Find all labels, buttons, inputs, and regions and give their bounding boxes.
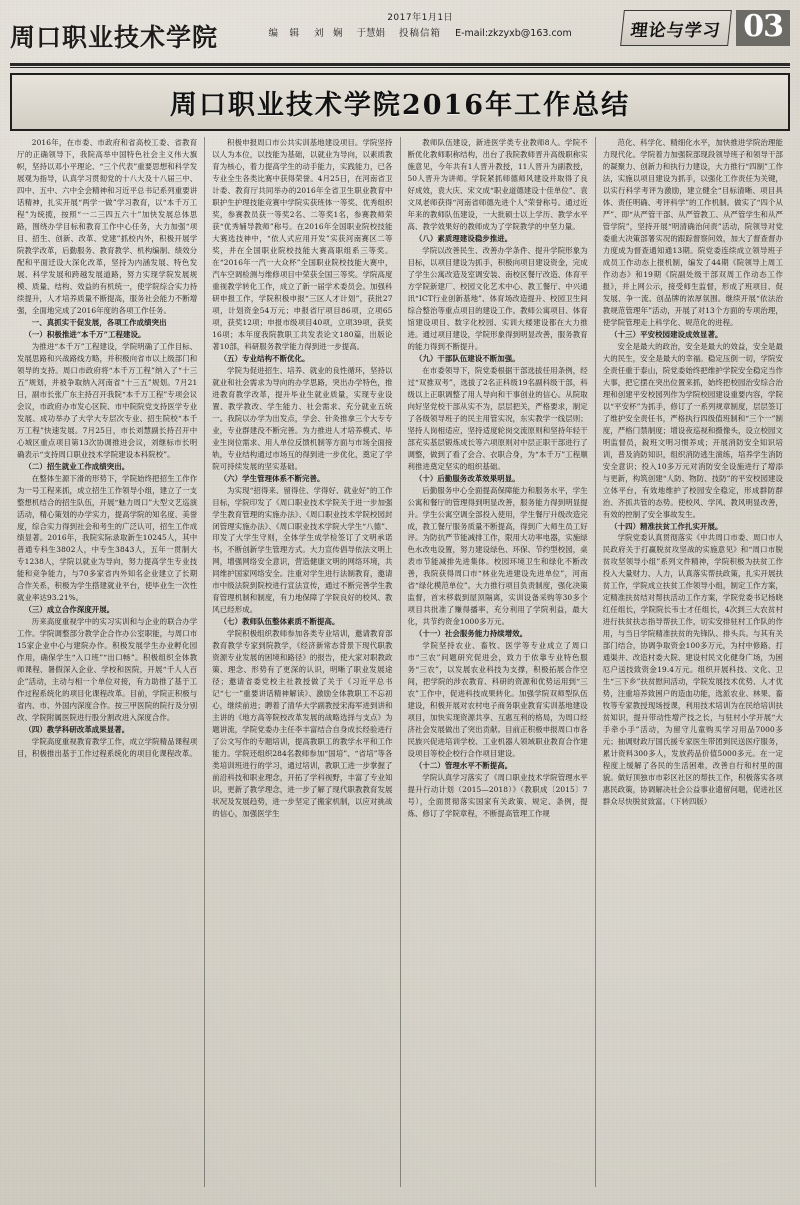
paragraph: 为推进“本千万”工程建设，学院明确了工作目标、发展思路和兴战路线方略，并积极向省市以上级部门和领导的支持。周口市政府将“本千万工程”纳入了“十三五”规划，并被争取纳入河南省“十三五”规划。7月21日，副市长张广东主持召开我院“本千万工程”专项会议会议，市政府办市发心区院、市中院院党支持医学专业发展、成功举办了大学大专层次专业、招生院校“本千万工程”快速发展。7月25日，市长刘慧副长持召开中心城区重点项目第13次协调推进会议，刘继标市长明确表示“支持周口职业技术学院建设本科院校”。 bbox=[17, 341, 198, 459]
paragraph: 学院以改善民生、改善办学条件、提升学院形象为目标，以项目建设为抓手，积极向项目建设资金，完成了学生公寓改造及室调安装、南校区餐厅改造、体育平方学院新建厂、校园文化艺术中心、教工餐厅、中兴通讯“ICT行业创新基地”、体育场改造提升、校园卫生间综合整治等重点项目的建设工作。教师公寓项目、体育馆建设项目、数字化校园、实训大楼建设都在大力推进。通过项目建设，学院形象得到明显改善，服务教育的能力得到不断提升。 bbox=[407, 245, 588, 351]
subsection-heading: （二）招生就业工作成绩突出。 bbox=[24, 461, 130, 471]
column-3 bbox=[400, 137, 595, 1187]
subsection-heading: （一）积极推进“本千万”工程建设。 bbox=[24, 329, 146, 339]
paragraph: 后勤服务中心全面提高保障能力和服务水平，学生公寓和餐厅的管理得到明显改善，服务能力得到明显提升。学生公寓空调全部投入使用，学生餐厅升级改造完成，教工餐厅服务质量不断提高，得到广大师生员工好评。为防抗严节能减排工作，限用大功率电器，实施绿色水改电设置，努力建设绿色、环保、节约型校园，桌表市节能减排先进集体。校园环境卫生和绿化不断改善，我院获得周口市“林业先进建设先进单位”，河南省“绿化模范单位”。大力推行项目负责制度，强化决策监督，首末移载到屋顶隔离，实训设备采购等30多个项目共批准了赚得播率，充分利用了学院利益，最大化，共节约资金1000多万元。 bbox=[407, 485, 588, 627]
paragraph: 教师队伍建设，新进医学类专业教师8人。学院不断优化教师职称结构，出台了我院教师晋升高级职称实施意见，今年共有1人晋升教授，11人晋升为副教授，50人晋升为讲师。学院紧抓师德师风建设并取得了良好成效，袁大庆、宋文成“职业道德建设十佳单位”、袁文凤老师获得“河南省师德先进个人”荣誉称号。通过近年来的教师队伍建设，一大批硕士以上学历、教学水平高、教学效果好的教师成为了学院教学的中坚力量。 bbox=[407, 138, 588, 231]
column-4 bbox=[595, 137, 790, 1187]
paragraph: 在整体生源下滑的形势下，学院始终把招生工作作为一号工程来抓，成立招生工作领导小组，建立了一支整想机结合的招生队伍，开展“魅力周口”大型文艺巡演活动，精心策划的办学实力，提高学院的知名度、美誉度，综合实力得到社会和考生的广泛认可，招生工作成绩显著。2016年，我院实际录取新生10245人，其中普通专科生3802人，中专生3843人，五年一贯制大专1238人，学院以就业为导向，努力提高学生专业技能和竞争能力，与70多家省内外知名企业建立了长期合作关系，积极为学生搭建就业平台，使毕业生一次性就业率达93.21%。 bbox=[17, 473, 198, 603]
section-name: 理论与学习 bbox=[620, 10, 732, 46]
subsection-heading: （六）学生管理体系不断完善。 bbox=[219, 473, 325, 483]
paragraph: 范化、科学化、精细化水平，加快推进学院治理能力现代化。学院着力加强院部现段领导班子和领导干部的凝聚力、创新力和执行力建设，大力推行“四制”工作法，实施以项目建设为抓手，以强化工作责任为关键，以实行科学考评为激励，建立健全“目标清晰、项目具体、责任明确、考评科学”的工作机制。做实了“四个从严”、即“从严管干部、从严管教工、从严管学生和从严管学院”，坚持开展“明清确治问责”活动，院领导对党委重大决策部署实况的跟踪督察问效，加大了督查督办力度成为督查通知通13期。院党委连续成立领导班子成员工作动态上报机制，编发了44期《院领导上周工作动态》和19期《院副处级干部双周工作动态工作报》，并上网公示，接受师生监督，形成了班项目、促发展、争一流、创品牌的浓厚氛围。继续开展“依法治教规范管理年”活动，开展了对13个方面的专项治理，使学院管理走上科学化、规范化的进程。 bbox=[602, 138, 783, 327]
subsection-heading: （三）成立合作深度开展。 bbox=[24, 605, 115, 615]
subsection-heading: （十四）精准扶贫工作扎实开展。 bbox=[610, 521, 723, 531]
editor-label: 编 辑 bbox=[268, 28, 301, 39]
subsection-heading: （十一）社会服务能力持续增效。 bbox=[414, 629, 528, 639]
paragraph: 为实现“招得来、留得住、学得好、就业好”的工作目标，学院印发了《周口职业技术学院关于进一步加强学生教育管理的实施办法》、《周口职业技术学院校园封闭管理实施办法》、《周口职业技术学院大学生“八德”、印发了大学生守则，全体学生成学检签订了文明承诺书，不断创新学生管理方式。大力宣传倡导依法文明上网，增强网络安全意识，营造健康文明的网络环境，共同维护国家网络安全。注重对学生进行法制教育，邀请市中级法院到院校进行宣法宣传，通过不断完善学生教育管理机制和制度，有力地保障了学院良好的校风、教风已经形成。 bbox=[212, 485, 393, 615]
submission-mailbox-label: 投稿信箱 bbox=[399, 28, 442, 39]
paragraph: 学院高度重视教育教学工作，成立学院精品课程项目，积极推出基于工作过程系统化的项目化课程改革。 bbox=[17, 737, 198, 759]
masthead-rule-thick bbox=[10, 63, 790, 66]
page-number: 03 bbox=[736, 10, 790, 46]
paragraph: 历来高度重视学中的实习实训和与企业的联合办学工作。学院调整部分教学企合作办公室职能，与周口市15家企业中心与建院办作。积极发展学生办业孵化园作用，确保学生“入口班”“出口畅”。积极组织全体教师课程、暑假深入企业、学校和医院，开展“千人人百企”活动，主动与相一个单位对接，有力助推了基于工作过程系统化的项目化课程改革。目前，学院正积极与省内、市、外国内深度合作。按三甲医院的院行及分别改、学院附属医院进行股分割改进入深度合作。 bbox=[17, 617, 198, 723]
masthead-right bbox=[622, 10, 790, 46]
headline-banner bbox=[10, 73, 790, 131]
editor-name-1: 刘 娴 bbox=[314, 28, 343, 39]
paragraph: 积极申报周口市公共实训基地建设项目。学院坚持以人为本位，以技能为基础，以就业为导向，以素质教育为核心，着力提高学生的动手能力，实践能力，已各专业全生各类比赛中获得荣誉。4月25日，在河南省卫计委、教育厅共同举办的2016年全省卫生职业教育中职护生护理技能竞赛中学院实获班体一等奖、优秀组织奖，参赛教员获一等奖2名、二等奖1名，参赛教师荣获“优秀辅导教师”称号。在2016年全国职业院校技能大赛选技神中，“依人式应用开发”实获河南赛区二等奖，并在全国职业院校技能大赛高职组系三等奖。在“2016年一汽一大众杯”全国职业院校技能大赛中，汽车空调检测与维修项目中荣获全国三等奖。学院高度重视教学转化工作，成立了新一届学术委员会。加强科研申报工作，学院积极申报“三区人才计划”，获批27项，计划资金54万元；申报省厅项目86项，立项65项，获奖12项；申报市级项目40项，立项39项，获奖16项；本年度我院教职工共发表论文180篇，出版论著10部，科研服务教学能力得到进一步提高。 bbox=[212, 138, 393, 351]
paragraph: 在市委领导下，院党委根据干部选拔任用条例，经过“双推双考”，选拔了2名正科级19名副科级干部，科级以上正职调整了用人导向和干事创业的信心。从院取向好坚党校干部从实不为，层层把关，严格要求，制定了各级领导班子的民主用管实况，东实教学一线层则；坚持人岗相适应，坚持适度轮岗交流原则和坚持年轻干部充实基层锻炼成长等六项原则对中层正职干部进行了调整，做到了看了会合、衣职合身，为“本千万”工程顺利推进奠定坚实的组织基础。 bbox=[407, 365, 588, 471]
paragraph: 安全是最大的政治，安全是最大的效益，安全是最大的民生，安全是最大的幸福。稳定压倒一切，学院安全责任重于泰山，院党委始终把维护学院安全稳定当作大事，把它摆在突出位置来抓，始终把校园治安综合治理和创建平安校园列作为学院校园建设重要内容，学院以“平安杯”为抓手，修订了一系列规章制度，层层签订了维护安全责任书，严格执行四级值班制和“三个一”制度，严格门禁制度；增设夜巡视和摄像头，设立校园文明监督员，銳班文明习惯养成；开展消防安全知识培训，普及消防知识，组织消防逃生演练，培养学生消防安全意识；投入10多万元对消防安全设施进行了增添与更新，构筑创建“人防、物防、技防”的平安校园建设立体平台，有效地维护了校园安全稳定，形成群防群治、齐抓共管的态势。使校风、学风、教风明显改善，有效的控制了安全事故发生。 bbox=[602, 341, 783, 519]
paragraph: 学院积极组织教师参加各类专业培训，邀请教育部教育教学专家到院教学，《经济新常态背景下现代职教资源专业发展的困境和路径》的报告，使大家对职教政策、理念、形势有了更深的认识，明晰了职业发展途径；邀请省委党校主社教授做了关于《习近平总书记“七一”重要讲话精神解读》、激励全体教职工不忘初心，继续前进；聘着了清华大学副教授宋海军进到讲和主讲的《地方高等院校改革发展的战略选择与支点》为题讲流，学院党委办主任李丰富结合自身成长经验进行了公文写作的专题培训，提高教职工的教学水平和工作能力。学院还组织284名教师参加“国培”、“省培”等各类培训班进行的学习，通过培训，教职工进一步掌握了前沿科技和职业理念，开拓了学科视野，丰富了专业知识，更新了教学理念，进一步了解了现代职教教育发展状况及发展趋势，进一步坚定了搬家机制，以应对挑战的信心，加强医学生 bbox=[212, 629, 393, 819]
issue-date: 2017年1月1日 bbox=[387, 13, 454, 23]
paper-name: 周口职业技术学院 bbox=[10, 23, 219, 52]
subsection-heading: （十二）管理水平不断提高。 bbox=[414, 761, 513, 771]
paragraph: 学院党委认真贯彻落实《中共周口市委、周口市人民政府关于打赢脱贫攻坚战的实施意见》和“周口市脱贫攻坚领导小组”系列文件精神，学院积极为扶贫工作投入大量财力、人力，认真落实帮扶政策，扎实开展扶贫工作，学院成立扶贫工作领导小组，制定工作方案，定精准扶贫结对帮扶活动工作方案，学院党委书记杨晓红任组长，学院院长韦士才任组长，4次到三大农贫村进行扶贫扶志指导帮扶工作，切实安排驻村工作队的作用，与当日学院精准扶贫的先锋队、排头兵。与其有关部门结合，协调争取资金100多万元，为村中修路、打通渠井、改造村委大院、建设村民文化健身广场，为困厄户送技致资金19.4万元。组织开展科技、文化、卫生“三下乡”扶贫慰问活动，学院发展技术优势、人才优势，注重培养致困户的造血功能，选派农业、林果、畜牧等专家教授现场授课，利用技术培训为在民给培训扶贫知识，提升带动性增产技之长，与驻村小学开展“大手牵小手”活动，为留守儿童购买学习用品7000多元；抽调财政厅国氏援专家医生带团到民送医疗服务，累计资料300多人，发放药品价值5000多元。在一定程度上缓解了各民的生活困难，改善自行和村里的面貌。做好顶独市市彩区社区的帮扶工作，积极落实各项惠民政策，协调解决社会公益事业遗留问题，促进社区群众尽快脱贫致富。（下转四版） bbox=[602, 533, 783, 807]
subsection-heading: （七）教师队伍整体素质不断提高。 bbox=[219, 617, 340, 627]
paragraph: 2016年，在市委、市政府和省高校工委、省教育厅的正确领导下，我院高举中国特色社会主义伟大旗帜，坚持以邓小平理论、“三个代表”重要思想和科学发展观为指导，认真学习贯彻党的十八大及十八届三中、四中、五中、六中全会精神和习近平总书记系列重要讲话精神，扎实开展“两学一做”学习教育，以“本千万工程”为统揽，按照“一二三四五六十”加快发展总体思路，围绕办学目标和教育工作中心任务，大力加强“项目、招生、创新、改革、党建”抓校内外，积极开展学院教学改革，后勤服务、教育教学、机构编制、绩效分配和平面迁设大深化改革，坚持为内涵发展、特色发展、科学发展和跨越发展道路，努力实现学院发展规模、质量、结构、效益的有机统一，使学院综合实力持续提升，人才培养质量不断提高，服务社会能力不断增强，全面地完成了2016年度的各项工作任务。 bbox=[17, 138, 198, 315]
masthead bbox=[10, 8, 790, 60]
submission-email: E-mail:zkzyxb@163.com bbox=[455, 28, 572, 39]
section-heading: 一、真抓实干促发展，各项工作成绩突出 bbox=[31, 317, 167, 327]
column-1 bbox=[10, 137, 204, 1187]
subsection-heading: （五）专业结构不断优化。 bbox=[219, 353, 310, 363]
masthead-middle bbox=[218, 10, 622, 39]
editor-name-2: 于慧娟 bbox=[356, 28, 386, 39]
subsection-heading: （八）素质理建设稳步推进。 bbox=[414, 233, 513, 243]
article-columns bbox=[10, 137, 790, 1187]
column-2 bbox=[204, 137, 399, 1187]
subsection-heading: （四）教学科研改革成果显著。 bbox=[24, 725, 130, 735]
subsection-heading: （十三）平安校园建设成效显著。 bbox=[610, 329, 723, 339]
paragraph: 学院为促进招生、培养、就业的良性循环，坚持以就业和社会需求为导向的办学思路，突出办学特色，推进教育教学改革，提升毕业生就业质量，实现专业设置、教学教改、学生能力、社会需求、充分就业五统一。我院以办学为出发点，学会、针灸推拿三个大专专业，专业群建没不断完善。为力推进人才培养模式、毕业生岗位需求、用人单位反馈机制等方面与市场全面接轨，专业结构通过市场互的得到进一步优化，奠定了学院可持续发展的坚实基础。 bbox=[212, 365, 393, 471]
subsection-heading: （十）后勤服务改革效果明显。 bbox=[414, 473, 520, 483]
masthead-credits bbox=[269, 25, 572, 39]
paragraph: 学院认真学习落实了《周口职业技术学院管理水平提升行动计划（2015—2018）》（教职成〔2015〕7号），全面贯彻落实国家有关政策、规定、条例，提炼、修订了学院章程，不断提高管理工作规 bbox=[407, 773, 588, 819]
masthead-rule-thin bbox=[10, 67, 790, 68]
article-headline: 周口职业技术学院2016年工作总结 bbox=[169, 89, 631, 121]
paragraph: 学院坚持农业、畜牧、医学等专业成立了周口市“三农”问题研究促进会，致力于依靠专业特色服务“三农”，以发展农业科技为支撑，积极拓展合作空间，把学院的涉农教育、科研的资源和优势运用到“三农”工作中，促进科技成果转化。加强学院双师型队伍建设，积极开展对农村电子商务职业教育实训基地建设项目，加快实现资源共享、互惠互利的格局，为周口经济社会发展做出了突出贡献。目前正积极申报周口市各民族兴促进培训学校、工业机器人领域职业教育合作建设项目等校企校行合作项目建设。 bbox=[407, 641, 588, 759]
subsection-heading: （九）干部队伍建设不断加强。 bbox=[414, 353, 520, 363]
